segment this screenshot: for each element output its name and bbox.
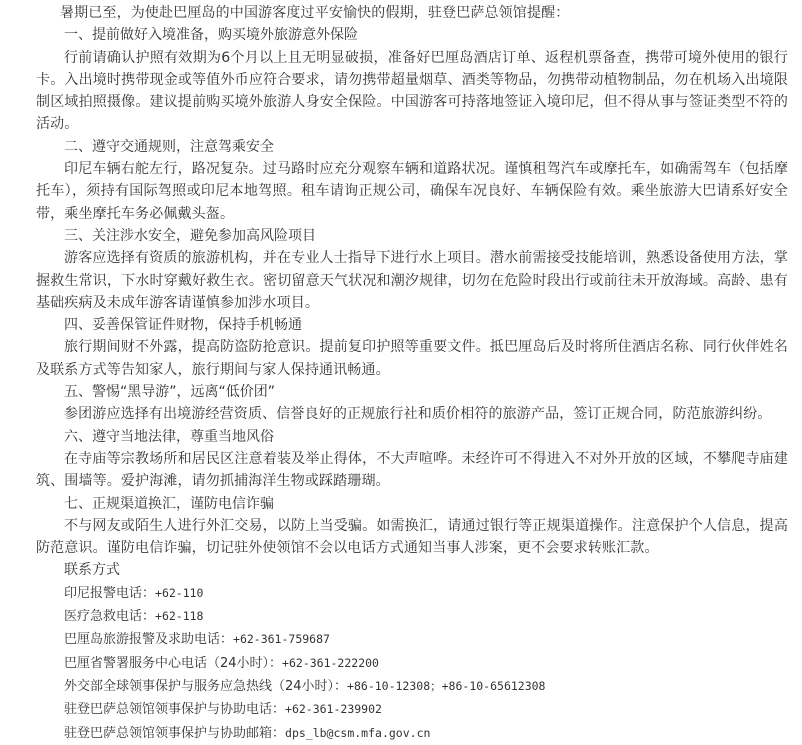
contact-value: +86-10-12308；+86-10-65612308: [347, 678, 546, 693]
intro-paragraph: 暑期已至，为使赴巴厘岛的中国游客度过平安愉快的假期，驻登巴萨总领馆提醒：: [60, 5, 570, 21]
contact-bali-police-center: [36, 652, 788, 675]
section-1-heading: 一、提前做好入境准备，购买境外旅游意外保险: [64, 27, 358, 44]
section-4-heading: 四、妥善保管证件财物，保持手机畅通: [64, 317, 302, 334]
section-7-body: 不与网友或陌生人进行外汇交易，以防上当受骗。如需换汇，请通过银行等正规渠道操作。注意保护个人信息，提高防范意识。谨防电信诈骗，切记驻外使领馆不会以电话方式通知当事人涉案，更不会要求转账汇款。: [36, 517, 788, 557]
section-5-heading: 五、警惕“黑导游”，远离“低价团”: [64, 384, 276, 401]
contact-police: [36, 582, 788, 605]
contact-value: +62-110: [155, 585, 204, 600]
section-6-heading: 六、遵守当地法律，尊重当地风俗: [64, 428, 274, 445]
contact-value: +62-118: [155, 609, 204, 624]
contact-label: 医疗急救电话：: [64, 609, 156, 625]
contact-consulate-phone: [36, 698, 788, 721]
consulate-email-link[interactable]: dps_lb@csm.mfa.gov.cn: [285, 725, 431, 740]
contact-consulate-email: [36, 722, 788, 745]
contact-label: 巴厘省警署服务中心电话（24小时）：: [64, 655, 283, 671]
section-3-body: 游客应选择有资质的旅游机构，并在专业人士指导下进行水上项目。潜水前需接受技能培训，熟悉设备使用方法，掌握救生常识，下水时穿戴好救生衣。密切留意天气状况和潮汐规律，切勿在危险时段出行或前往未开放海域。高龄、患有基础疾病及未成年游客请谨慎参加涉水项目。: [36, 250, 788, 311]
contact-label: 印尼报警电话：: [64, 585, 156, 601]
contact-label: 巴厘岛旅游报警及求助电话：: [64, 632, 234, 648]
contact-label: 驻登巴萨总领馆领事保护与协助邮箱：: [64, 725, 286, 741]
section-2-body: 印尼车辆右舵左行，路况复杂。过马路时应充分观察车辆和道路状况。谨慎租驾汽车或摩托车，如确需驾车（包括摩托车），须持有国际驾照或印尼本地驾照。租车请询正规公司，确保车况良好、车辆保险有效。乘坐旅游大巴请系好安全带，乘坐摩托车务必佩戴头盔。: [36, 161, 788, 222]
contact-value: +62-361-222200: [282, 655, 379, 670]
section-4-body: 旅行期间财不外露，提高防盗防抢意识。提前复印护照等重要文件。抵巴厘岛后及时将所住酒店名称、同行伙伴姓名及联系方式等告知家人，旅行期间与家人保持通讯畅通。: [36, 339, 788, 378]
contact-mfa-hotline: [36, 675, 788, 698]
contact-label: 驻登巴萨总领馆领事保护与协助电话：: [64, 702, 286, 718]
contact-medical: [36, 605, 788, 628]
contact-title: 联系方式: [64, 562, 120, 579]
section-1-body: 行前请确认护照有效期为6个月以上且无明显破损，准备好巴厘岛酒店订单、返程机票备查，携带可境外使用的银行卡。入出境时携带现金或等值外币应符合要求，请勿携带超量烟草、酒类等物品，勿携带动植物制品，勿在机场入出境限制区域拍照摄像。建议提前购买境外旅游人身安全保险。中国游客可持落地签证入境印尼，但不得从事与签证类型不符的活动。: [36, 49, 788, 133]
section-6-body: 在寺庙等宗教场所和居民区注意着装及举止得体，不大声喧哗。未经许可不得进入不对外开放的区域，不攀爬寺庙建筑、围墙等。爱护海滩，请勿抓捕海洋生物或踩踏珊瑚。: [36, 450, 788, 490]
contact-bali-tourism: [36, 628, 788, 651]
section-2-heading: 二、遵守交通规则，注意驾乘安全: [64, 138, 274, 155]
contact-value: +62-361-759687: [233, 632, 330, 647]
section-7-heading: 七、正规渠道换汇，谨防电信诈骗: [64, 495, 274, 512]
contact-value: +62-361-239902: [285, 702, 382, 717]
contact-label: 外交部全球领事保护与服务应急热线（24小时）：: [64, 678, 348, 694]
section-3-heading: 三、关注涉水安全，避免参加高风险项目: [64, 227, 316, 244]
section-5-body: 参团游应选择有出境游经营资质、信誉良好的正规旅行社和质价相符的旅游产品，签订正规合同，防范旅游纠纷。: [64, 406, 772, 423]
